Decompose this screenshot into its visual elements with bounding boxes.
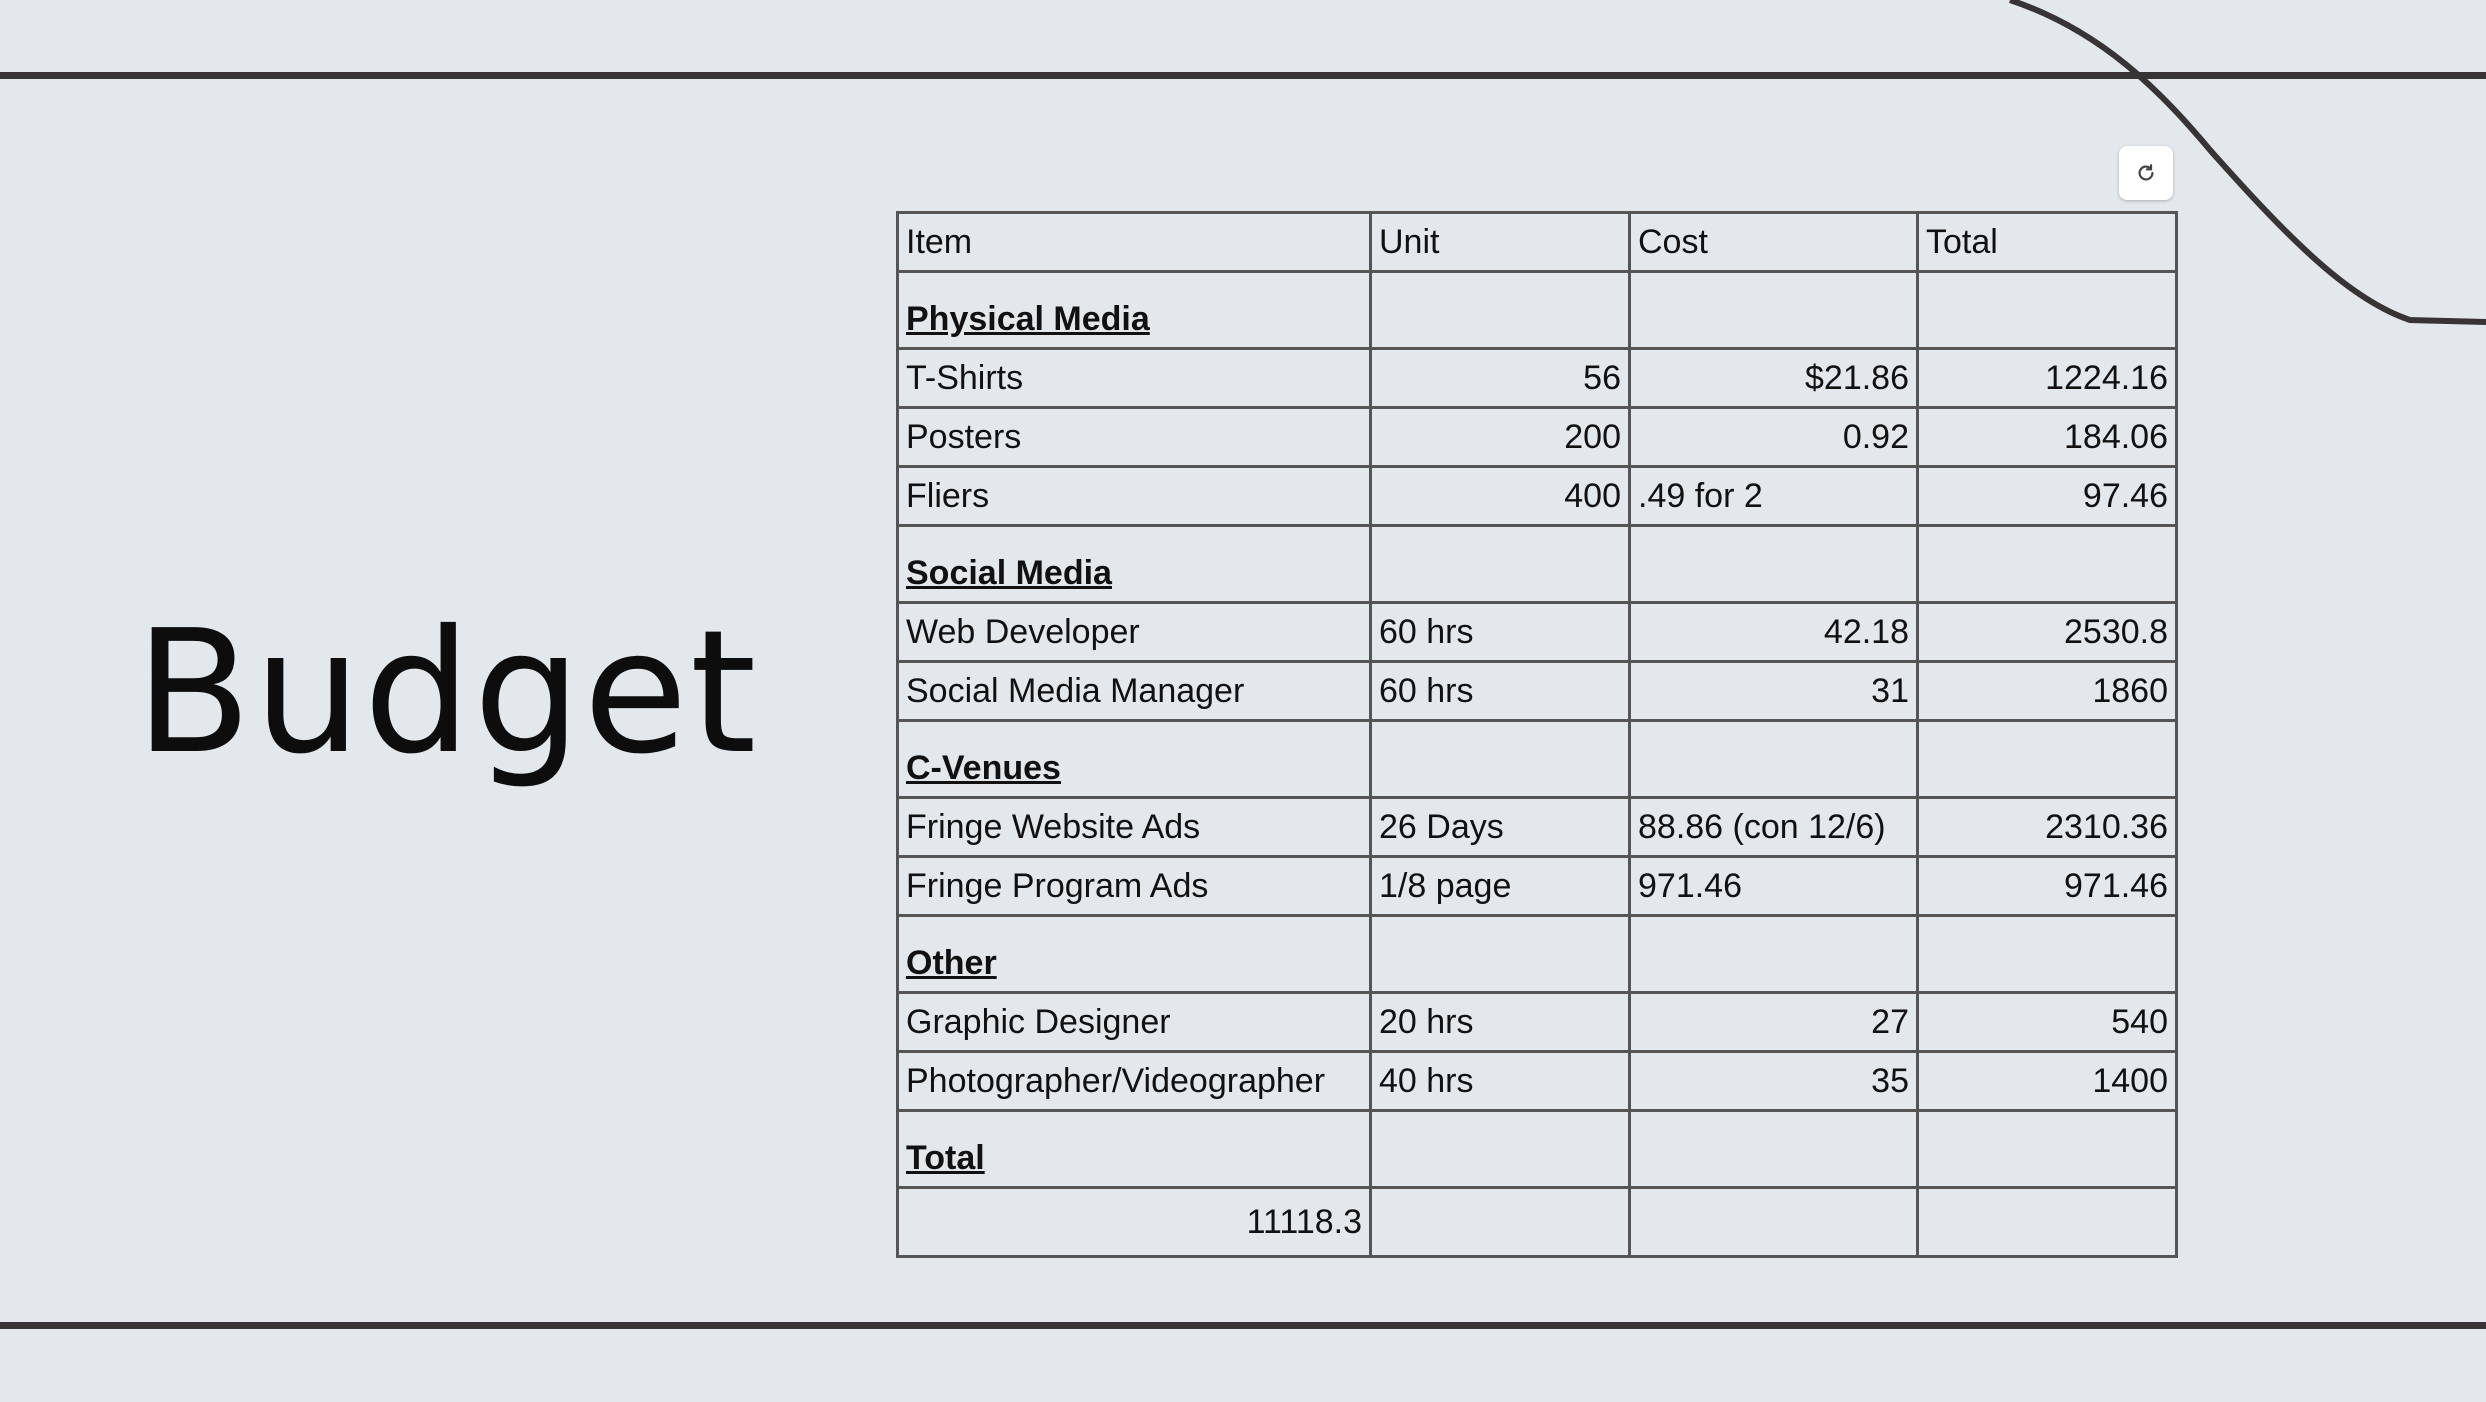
cell-unit: 20 hrs [1371,993,1630,1052]
table-row [898,467,2177,526]
cell-unit: 200 [1371,408,1630,467]
table-header-row [898,213,2177,272]
cell-unit: 56 [1371,349,1630,408]
cell-item: Graphic Designer [898,993,1371,1052]
cell-item: Fringe Program Ads [898,857,1371,916]
cell-total: 184.06 [1918,408,2177,467]
cell-unit: 26 Days [1371,798,1630,857]
cell-item: Photographer/Videographer [898,1052,1371,1111]
section-label: Social Media [898,526,1371,603]
cell-unit: 60 hrs [1371,603,1630,662]
cell-total: 2310.36 [1918,798,2177,857]
cell-unit: 1/8 page [1371,857,1630,916]
section-label: C-Venues [898,721,1371,798]
section-row-social-media [898,526,2177,603]
table-row [898,603,2177,662]
table-row [898,662,2177,721]
table-row [898,798,2177,857]
grand-total-row [898,1188,2177,1257]
cell-cost: .49 for 2 [1630,467,1918,526]
header-total: Total [1918,213,2177,272]
cell-unit: 400 [1371,467,1630,526]
table-row [898,349,2177,408]
cell-cost: 35 [1630,1052,1918,1111]
cell-cost: 88.86 (con 12/6) [1630,798,1918,857]
cell-item: Fliers [898,467,1371,526]
cell-cost: $21.86 [1630,349,1918,408]
cell-item: Posters [898,408,1371,467]
cell-unit: 60 hrs [1371,662,1630,721]
cell-cost: 971.46 [1630,857,1918,916]
cell-cost: 0.92 [1630,408,1918,467]
cell-item: Web Developer [898,603,1371,662]
cell-unit: 40 hrs [1371,1052,1630,1111]
refresh-icon [2135,162,2157,184]
header-cost: Cost [1630,213,1918,272]
section-row-c-venues [898,721,2177,798]
table-row [898,857,2177,916]
cell-total: 1860 [1918,662,2177,721]
section-row-other [898,916,2177,993]
slide-title: Budget [135,594,759,792]
section-row-total [898,1111,2177,1188]
top-divider-line [0,72,2486,79]
cell-item: Fringe Website Ads [898,798,1371,857]
section-label: Total [898,1111,1371,1188]
cell-cost: 42.18 [1630,603,1918,662]
grand-total-value: 11118.3 [898,1188,1371,1257]
refresh-button[interactable] [2119,146,2173,200]
table-row [898,1052,2177,1111]
cell-item: Social Media Manager [898,662,1371,721]
cell-item: T-Shirts [898,349,1371,408]
cell-total: 2530.8 [1918,603,2177,662]
header-unit: Unit [1371,213,1630,272]
section-row-physical-media [898,272,2177,349]
cell-cost: 31 [1630,662,1918,721]
table-row [898,993,2177,1052]
header-item: Item [898,213,1371,272]
cell-cost: 27 [1630,993,1918,1052]
cell-total: 971.46 [1918,857,2177,916]
section-label: Physical Media [898,272,1371,349]
section-label: Other [898,916,1371,993]
table-row [898,408,2177,467]
cell-total: 540 [1918,993,2177,1052]
bottom-divider-line [0,1322,2486,1329]
cell-total: 97.46 [1918,467,2177,526]
cell-total: 1400 [1918,1052,2177,1111]
cell-total: 1224.16 [1918,349,2177,408]
budget-table [896,211,2178,1258]
